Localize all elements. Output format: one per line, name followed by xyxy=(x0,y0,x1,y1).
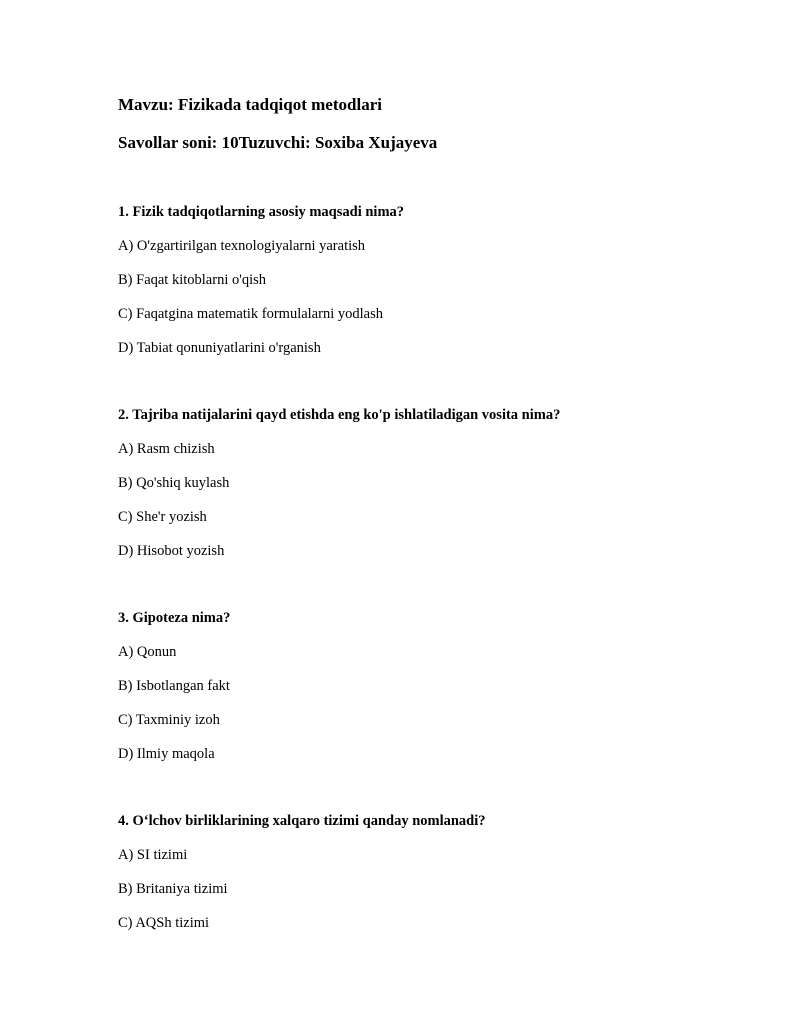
answer-option-d: D) Tabiat qonuniyatlarini o'rganish xyxy=(118,340,321,356)
answer-option-a: A) Rasm chizish xyxy=(118,441,215,457)
answer-option-d: D) Ilmiy maqola xyxy=(118,746,215,762)
question-1 xyxy=(118,203,758,357)
answer-option-c: C) Taxminiy izoh xyxy=(118,712,220,728)
answer-option-a: A) Qonun xyxy=(118,644,177,660)
question-4 xyxy=(118,812,758,932)
answer-option-c: C) Faqatgina matematik formulalarni yodlash xyxy=(118,306,383,322)
question-title: 4. O‘lchov birliklarining xalqaro tizimi qanday nomlanadi? xyxy=(118,813,486,829)
document-topic: Mavzu: Fizikada tadqiqot metodlari xyxy=(118,95,382,114)
question-title: 3. Gipoteza nima? xyxy=(118,610,231,626)
question-3 xyxy=(118,609,758,763)
answer-option-c: C) AQSh tizimi xyxy=(118,915,210,931)
document-meta: Savollar soni: 10Tuzuvchi: Soxiba Xujayeva xyxy=(118,133,438,152)
answer-option-b: B) Isbotlangan fakt xyxy=(118,678,230,694)
answer-option-b: B) Qo'shiq kuylash xyxy=(118,475,230,491)
answer-option-c: C) She'r yozish xyxy=(118,509,207,525)
answer-option-a: A) SI tizimi xyxy=(118,847,188,863)
question-2 xyxy=(118,406,758,560)
answer-option-d: D) Hisobot yozish xyxy=(118,543,225,559)
answer-option-a: A) O'zgartirilgan texnologiyalarni yaratish xyxy=(118,238,366,254)
answer-option-b: B) Faqat kitoblarni o'qish xyxy=(118,272,267,288)
answer-option-b: B) Britaniya tizimi xyxy=(118,881,228,897)
question-title: 1. Fizik tadqiqotlarning asosiy maqsadi nima? xyxy=(118,204,405,220)
question-title: 2. Tajriba natijalarini qayd etishda eng ko'p ishlatiladigan vosita nima? xyxy=(118,407,561,423)
